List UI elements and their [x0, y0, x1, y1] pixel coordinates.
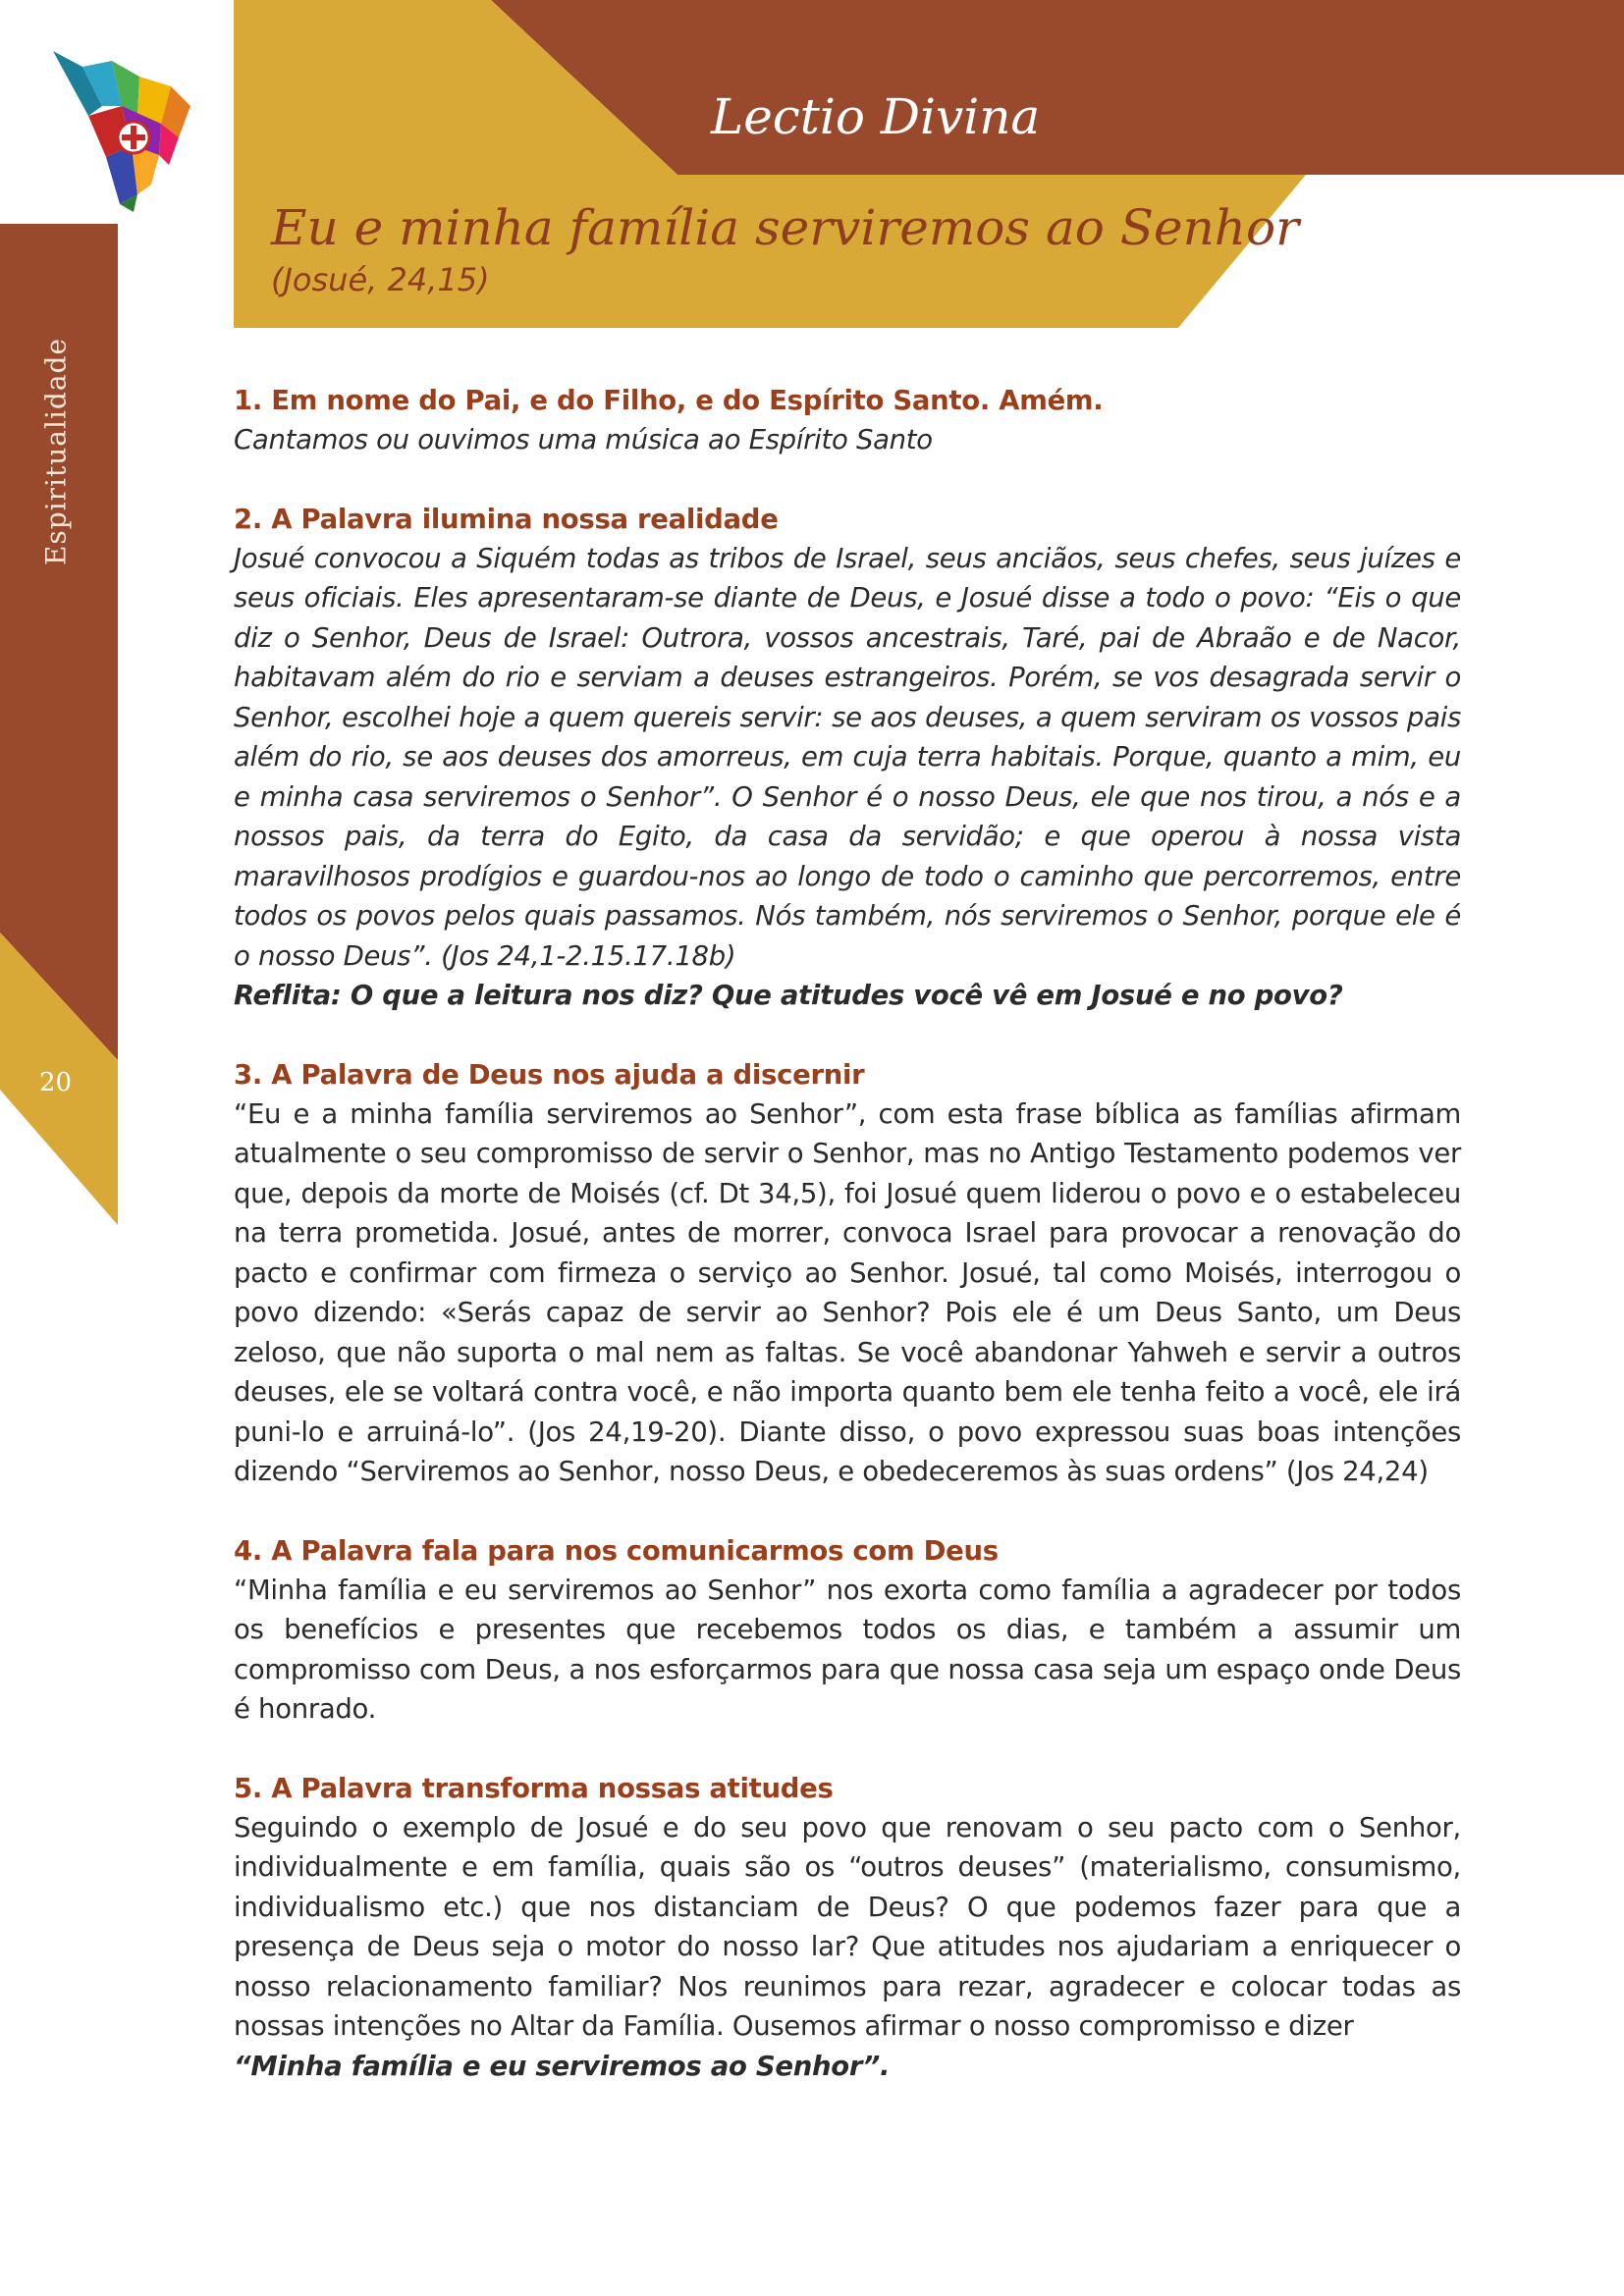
section-text: Seguindo o exemplo de Josué e do seu povo que renovam o seu pacto com o Senhor, individualmente e em família, quais são os “outros deuses” (materialismo, consumismo, individualismo etc.) que nos distanciam de Deus? O que podemos fazer para que a presença de Deus seja o motor do nosso lar? Que atitudes nos ajudariam a enriquecer o nosso relacionamento familiar? Nos reunimos para rezar, agradecer e colocar todas as nossas intenções no Altar da Família. Ousemos afirmar o nosso compromisso e dizer — [234, 1811, 1461, 2042]
section-heading: 3. A Palavra de Deus nos ajuda a discernir — [234, 1058, 865, 1091]
section-heading: 2. A Palavra ilumina nossa realidade — [234, 503, 779, 535]
scripture-text: Josué convocou a Siquém todas as tribos de Israel, seus anciãos, seus chefes, seus juízes e seus oficiais. Eles apresentaram-se diante de Deus, e Josué disse a todo o povo: “Eis o que diz o Senhor, Deus de Israel: Outrora, vossos ancestrais, Taré, pai de Abraão e de Nacor, habitavam além do rio e serviam a deuses estrangeiros. Porém, se vos desagrada servir o Senhor, escolhei hoje a quem quereis servir: se aos deuses, a quem serviram os vossos pais além do rio, se aos deuses dos amorreus, em cuja terra habitais. Porque, quanto a mim, eu e minha casa serviremos o Senhor”. O Senhor é o nosso Deus, ele que nos tirou, a nós e a nossos pais, da terra do Egito, da casa da servidão; e que operou à nossa vista maravilhosos prodígios e guardou-nos ao longo de todo o caminho que percorremos, entre todos os povos pelos quais passamos. Nós também, nós serviremos o Senhor, porque ele é o nosso Deus”. (Jos 24,1-2.15.17.18b) — [234, 542, 1461, 972]
section-heading: 1. Em nome do Pai, e do Filho, e do Espírito Santo. Amém. — [234, 385, 1104, 416]
section-text: “Minha família e eu serviremos ao Senhor” nos exorta como família a agradecer por todos os benefícios e presentes que recebemos todos os dias, e também a assumir um compromisso com Deus, a nos esforçarmos para que nossa casa seja um espaço onde Deus é honrado. — [234, 1574, 1461, 1725]
section-1 — [234, 381, 1461, 460]
article-body — [234, 381, 1461, 2086]
header-title: Lectio Divina — [711, 88, 1041, 145]
page-title: Eu e minha família serviremos ao Senhor — [271, 199, 1299, 256]
header-bands — [0, 0, 1624, 334]
section-text: Cantamos ou ouvimos uma música ao Espírito Santo — [234, 424, 933, 455]
section-label: Espiritualidade — [39, 337, 73, 566]
section-5 — [234, 1769, 1461, 2087]
reflect-question: Reflita: O que a leitura nos diz? Que atitudes você vê em Josué e no povo? — [234, 980, 1343, 1011]
page-number: 20 — [39, 1068, 73, 1097]
page-subtitle: (Josué, 24,15) — [271, 261, 490, 298]
section-2 — [234, 500, 1461, 1016]
section-heading: 4. A Palavra fala para nos comunicarmos com Deus — [234, 1534, 999, 1567]
section-3 — [234, 1055, 1461, 1492]
closing-statement: “Minha família e eu serviremos ao Senhor”. — [234, 2050, 891, 2082]
section-heading: 5. A Palavra transforma nossas atitudes — [234, 1772, 834, 1804]
section-text: “Eu e a minha família serviremos ao Senhor”, com esta frase bíblica as famílias afirmam atualmente o seu compromisso de servir o Senhor, mas no Antigo Testamento podemos ver que, depois da morte de Moisés (cf. Dt 34,5), foi Josué quem liderou o povo e o estabeleceu na terra prometida. Josué, antes de morrer, convoca Israel para provocar a renovação do pacto e confirmar com firmeza o serviço ao Senhor. Josué, tal como Moisés, interrogou o povo dizendo: «Serás capaz de servir ao Senhor? Pois ele é um Deus Santo, um Deus zeloso, que não suporta o mal nem as faltas. Se você abandonar Yahweh e servir a outros deuses, ele se voltará contra você, e não importa quanto bem ele tenha feito a você, ele irá puni-lo e arruiná-lo”. (Jos 24,19-20). Diante disso, o povo expressou suas boas intenções dizendo “Serviremos ao Senhor, nosso Deus, e obedeceremos às suas ordens” (Jos 24,24) — [234, 1097, 1461, 1487]
section-4 — [234, 1531, 1461, 1730]
